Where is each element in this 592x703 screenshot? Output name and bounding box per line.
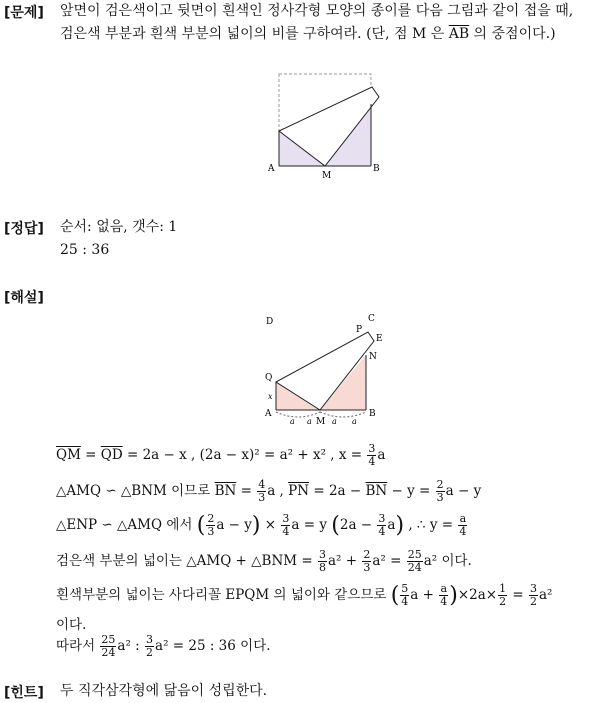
fraction xyxy=(257,479,266,504)
eq1-rest: = 2a − x , (2a − x)² = a² + x² , x = xyxy=(122,447,367,463)
fig1-label-b: B xyxy=(373,164,380,174)
frac-num: 1 xyxy=(499,582,507,595)
fig2-label-a-4: a xyxy=(352,417,357,426)
segment-qm: $\overline{QM}$ xyxy=(56,447,81,463)
fig2-label-c: C xyxy=(368,314,375,324)
frac-num: 2 xyxy=(363,548,371,561)
open-paren: ( xyxy=(331,513,340,538)
frac-num: 25 xyxy=(407,548,422,561)
problem-tag: [문제] xyxy=(4,5,44,21)
eq2-lead: △AMQ ∽ △BNM 이므로 xyxy=(56,483,215,499)
fig1-label-a: A xyxy=(268,164,275,174)
solution-eq-5b: 이다. xyxy=(56,617,87,633)
eq3-t4: 2a − xyxy=(339,517,377,533)
problem-text-1: 앞면이 검은색이고 뒷면이 흰색인 정사각형 모양의 종이를 다음 그림과 같이 접을 때, 검은색 부분과 흰색 부분의 넓이의 비를 구하여라. (단, 점 M 은 xyxy=(60,3,574,42)
eq4-t1: a² + xyxy=(328,553,362,569)
eq3-lead: △ENP ∽ △AMQ 에서 xyxy=(56,517,197,533)
eq5-lead: 흰색부분의 넓이는 사다리꼴 EPQM 의 넓이와 같으므로 xyxy=(56,587,391,603)
problem-figure xyxy=(262,70,387,178)
frac-den: 2 xyxy=(499,595,507,608)
fig2-label-n: N xyxy=(369,352,377,362)
fraction xyxy=(458,513,467,538)
frac-den: 4 xyxy=(440,595,448,608)
frac-num: 5 xyxy=(401,582,409,595)
eq3-t1: a − y xyxy=(216,517,252,533)
frac-num: 3 xyxy=(368,442,376,455)
fig2-label-a-1: a xyxy=(290,417,295,426)
fraction xyxy=(318,549,327,574)
fraction xyxy=(362,549,371,574)
fraction xyxy=(439,583,448,608)
frac-den: 8 xyxy=(319,561,326,574)
fraction xyxy=(377,513,386,538)
fig1-label-m: M xyxy=(322,171,332,178)
close-paren: ) xyxy=(251,513,261,538)
segment-ab: $\overline{AB}$ xyxy=(448,26,470,42)
solution-eq-1 xyxy=(56,443,385,468)
fraction xyxy=(281,513,290,538)
fraction xyxy=(400,583,409,608)
eq5-t4: a² xyxy=(539,587,553,603)
eq4-t2: a² = xyxy=(372,553,406,569)
eq2-tail: a − y xyxy=(445,483,482,499)
frac-num: a xyxy=(440,582,448,595)
segment-qd: $\overline{QD}$ xyxy=(100,447,123,463)
answer-tag: [정답] xyxy=(4,221,44,237)
frac-den: 4 xyxy=(378,525,386,538)
frac-num: a xyxy=(459,512,467,525)
frac-num: 3 xyxy=(378,512,386,525)
solution-eq-6 xyxy=(56,634,271,659)
fig2-label-d: D xyxy=(266,317,274,327)
fraction xyxy=(407,549,423,574)
eq1-tail: a xyxy=(377,447,386,463)
fraction xyxy=(206,513,215,538)
fig2-label-a-3: a xyxy=(332,417,337,426)
fraction xyxy=(100,634,116,659)
frac-num: 3 xyxy=(282,512,290,525)
fig2-label-x: x xyxy=(268,392,273,401)
eq5-t2: ×2a× xyxy=(457,587,498,603)
fraction xyxy=(367,443,376,468)
eq5-t3: = xyxy=(508,587,528,603)
close-paren: ) xyxy=(449,583,458,608)
eq4-t3: a² 이다. xyxy=(423,553,472,569)
fraction xyxy=(529,583,538,608)
eq2-mid4: − y = xyxy=(387,483,435,499)
fig2-label-b: B xyxy=(369,409,376,419)
solution-eq-5 xyxy=(56,583,552,608)
frac-den: 24 xyxy=(101,646,116,659)
solution-eq-2 xyxy=(56,479,481,504)
eq3-t2: × xyxy=(260,517,281,533)
problem-text-2: 의 중점이다.) xyxy=(469,26,556,42)
fraction xyxy=(436,479,445,504)
eq3-t6: , ∴ y = xyxy=(404,517,458,533)
segment-pn: $\overline{PN}$ xyxy=(288,483,310,499)
fig2-label-m: M xyxy=(316,417,326,427)
frac-den: 3 xyxy=(207,525,215,538)
answer-line-2: 25 : 36 xyxy=(60,242,110,258)
solution-eq-3 xyxy=(56,513,468,538)
fig2-label-a: A xyxy=(265,409,272,419)
solution-tag: [해설] xyxy=(4,290,44,306)
eq2-mid2: a , xyxy=(267,483,289,499)
problem-text xyxy=(60,0,586,46)
brace-am xyxy=(276,412,320,417)
eq3-t3: a = y xyxy=(291,517,332,533)
answer-line-1: 순서: 없음, 갯수: 1 xyxy=(60,219,178,235)
frac-den: 24 xyxy=(407,561,422,574)
frac-num: 2 xyxy=(436,478,444,491)
answer-text xyxy=(60,216,586,262)
frac-num: 3 xyxy=(319,548,326,561)
eq6-t2: a² = 25 : 36 이다. xyxy=(155,638,271,654)
frac-den: 4 xyxy=(368,455,376,468)
solution-figure xyxy=(262,310,387,430)
eq6-t1: a² : xyxy=(117,638,145,654)
brace-mb xyxy=(320,412,366,417)
segment-bn-2: $\overline{BN}$ xyxy=(365,483,388,499)
frac-den: 3 xyxy=(436,491,444,504)
hint-tag: [힌트] xyxy=(4,685,44,701)
fraction xyxy=(498,583,507,608)
segment-bn: $\overline{BN}$ xyxy=(214,483,237,499)
frac-num: 2 xyxy=(207,512,215,525)
eq5-t1: a + xyxy=(410,587,439,603)
open-paren: ( xyxy=(390,583,400,608)
solution-eq-4 xyxy=(56,549,472,574)
frac-den: 2 xyxy=(530,595,537,608)
eq6-lead: 따라서 xyxy=(56,638,100,654)
frac-num: 3 xyxy=(530,582,537,595)
frac-den: 3 xyxy=(258,491,266,504)
hint-text: 두 직각삼각형에 닮음이 성립한다. xyxy=(60,683,268,699)
eq1-equals: = xyxy=(80,447,101,463)
fig2-label-q: Q xyxy=(265,373,273,383)
eq2-mid3: = 2a − xyxy=(309,483,366,499)
open-paren: ( xyxy=(196,513,206,538)
fig2-label-e: E xyxy=(376,334,383,344)
frac-den: 4 xyxy=(401,595,409,608)
frac-num: 25 xyxy=(101,633,116,646)
frac-den: 4 xyxy=(459,525,467,538)
eq2-mid: = xyxy=(236,483,257,499)
close-paren: ) xyxy=(395,513,405,538)
frac-den: 2 xyxy=(146,646,154,659)
frac-num: 3 xyxy=(146,633,154,646)
fig2-label-a-2: a xyxy=(307,417,312,426)
fraction xyxy=(145,634,154,659)
frac-den: 4 xyxy=(282,525,290,538)
frac-den: 3 xyxy=(363,561,371,574)
fig2-label-p: P xyxy=(356,325,363,335)
eq3-t5: a xyxy=(387,517,396,533)
frac-num: 4 xyxy=(258,478,266,491)
eq4-lead: 검은색 부분의 넓이는 △AMQ + △BNM = xyxy=(56,553,317,569)
